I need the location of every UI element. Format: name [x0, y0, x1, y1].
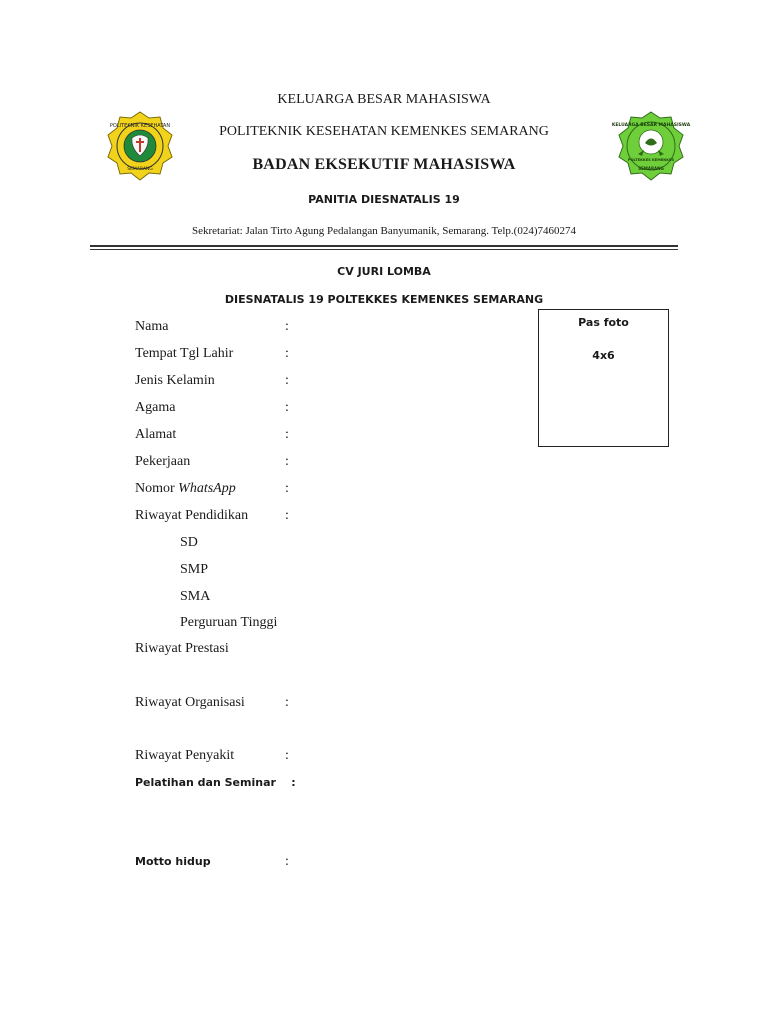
- kbm-logo-ring-text: KELUARGA BESAR MAHASISWA: [611, 123, 691, 128]
- photo-label: Pas foto: [578, 316, 629, 329]
- field-pendidikan-colon: :: [285, 508, 289, 523]
- field-penyakit-label: Riwayat Penyakit: [135, 748, 235, 763]
- header-committee: PANITIA DIESNATALIS 19: [308, 193, 460, 206]
- field-agama-colon: :: [285, 400, 289, 415]
- field-sd-label: SD: [180, 535, 198, 550]
- field-pekerjaan-label: Pekerjaan: [135, 454, 191, 469]
- field-whatsapp-label: [135, 481, 236, 497]
- field-pendidikan-label: Riwayat Pendidikan: [135, 508, 249, 523]
- field-alamat-label: Alamat: [135, 427, 177, 442]
- field-organisasi-label: Riwayat Organisasi: [135, 695, 245, 710]
- field-penyakit-colon: :: [285, 748, 289, 763]
- field-pelatihan-label: Pelatihan dan Seminar :: [135, 776, 296, 789]
- field-motto-colon: :: [285, 854, 289, 869]
- field-alamat-colon: :: [285, 427, 289, 442]
- field-pekerjaan-colon: :: [285, 454, 289, 469]
- kbm-logo-inner-text: POLTEKKES KEMENKES: [627, 158, 675, 162]
- poltekkes-logo-bottom-text: SEMARANG: [127, 167, 153, 172]
- field-ttl-label: Tempat Tgl Lahir: [135, 346, 234, 361]
- field-nama-colon: :: [285, 319, 289, 334]
- header-address: Sekretariat: Jalan Tirto Agung Pedalangan Banyumanik, Semarang. Telp.(024)7460274: [192, 225, 576, 237]
- field-whatsapp-prefix: Nomor: [135, 481, 179, 496]
- document-subtitle: DIESNATALIS 19 POLTEKKES KEMENKES SEMARANG: [224, 293, 544, 306]
- kbm-logo-bottom-text: SEMARANG: [638, 166, 664, 171]
- field-sma-label: SMA: [180, 589, 211, 604]
- field-perguruan-tinggi-label: Perguruan Tinggi: [180, 615, 278, 630]
- field-nama-label: Nama: [135, 319, 169, 334]
- document-title: CV JURI LOMBA: [337, 265, 431, 278]
- field-jenis-kelamin-label: Jenis Kelamin: [135, 373, 215, 388]
- header-institution: POLITEKNIK KESEHATAN KEMENKES SEMARANG: [219, 124, 549, 139]
- header-org-name: KELUARGA BESAR MAHASISWA: [277, 92, 491, 107]
- field-agama-label: Agama: [135, 400, 176, 415]
- header-divider-thin: [90, 249, 678, 250]
- field-motto-label: Motto hidup: [135, 855, 211, 868]
- field-ttl-colon: :: [285, 346, 289, 361]
- field-whatsapp-colon: :: [285, 481, 289, 496]
- header-divider-thick: [90, 245, 678, 247]
- photo-placeholder-box: [538, 309, 669, 447]
- field-smp-label: SMP: [180, 562, 209, 577]
- field-jenis-kelamin-colon: :: [285, 373, 289, 388]
- field-prestasi-label: Riwayat Prestasi: [135, 641, 229, 656]
- field-organisasi-colon: :: [285, 695, 289, 710]
- field-whatsapp-italic: WhatsApp: [178, 481, 236, 496]
- header-bem: BADAN EKSEKUTIF MAHASISWA: [252, 156, 516, 173]
- poltekkes-logo-ring-text: POLITEKNIK KESEHATAN: [109, 123, 171, 129]
- photo-size: 4x6: [592, 349, 615, 362]
